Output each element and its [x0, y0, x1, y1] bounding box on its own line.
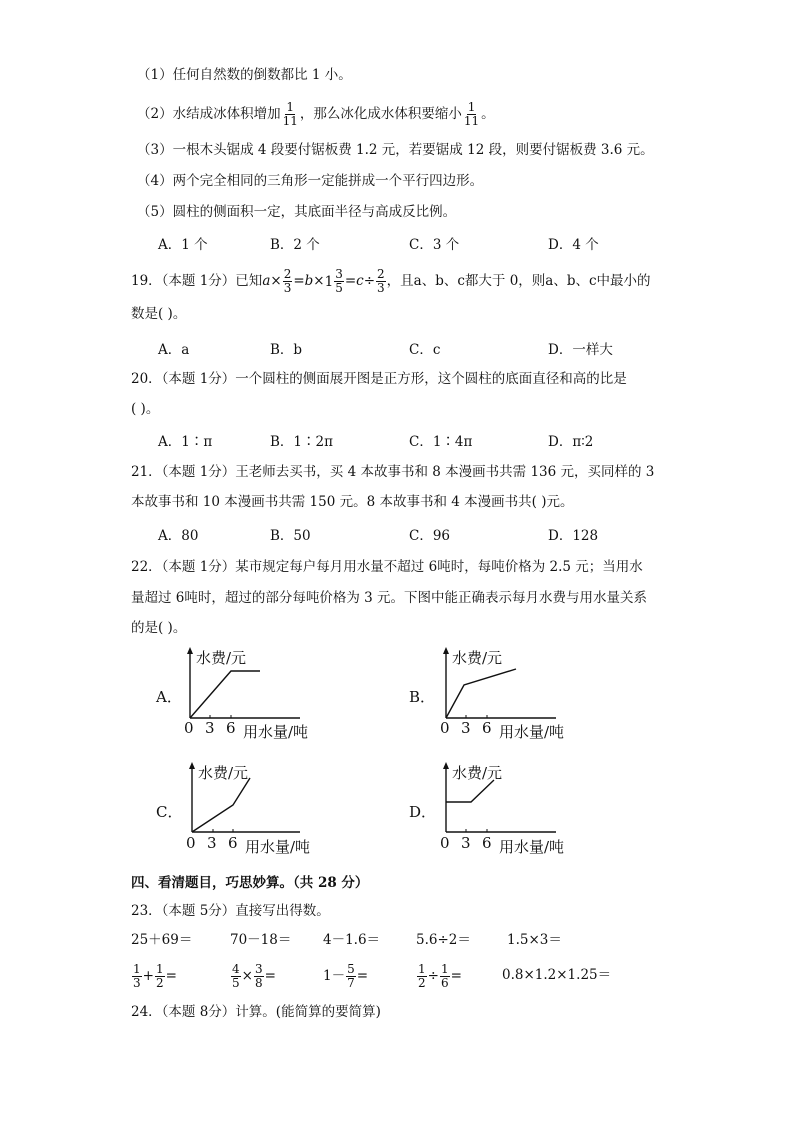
graph-a-ylabel: 水费/元 [196, 649, 247, 667]
y-arrow-icon [187, 647, 193, 654]
q23-expr-7 [230, 963, 276, 990]
statement-2 [137, 101, 495, 128]
graph-a [180, 645, 360, 755]
graph-b-letter[interactable]: B． [409, 688, 436, 706]
denominator: 11 [282, 114, 298, 128]
graph-b-xlabel: 用水量/吨 [499, 723, 565, 741]
op-times: × [270, 273, 282, 289]
q23-expr-5: 1.5×3＝ [507, 932, 562, 948]
numerator: 3 [335, 267, 343, 281]
denominator: 2 [418, 976, 426, 990]
graph-c-line [192, 778, 250, 832]
q19-line-1 [131, 268, 651, 295]
graph-c [180, 760, 360, 870]
tick-label-0: 0 [184, 719, 194, 737]
fraction-1-11 [463, 101, 480, 128]
q21-option-b[interactable]: B．50 [270, 528, 311, 544]
mixed-whole: 1 [324, 273, 334, 290]
statement-2-text-a: （2）水结成冰体积增加 [137, 106, 281, 122]
denominator: 6 [440, 976, 449, 990]
denominator: 3 [283, 281, 292, 295]
fraction-3-8 [254, 963, 264, 990]
q22-line-1: 22．（本题 1分）某市规定每户每月用水量不超过 6吨时，每吨价格为 2.5 元；当用水 [131, 559, 643, 575]
graph-c-letter[interactable]: C． [156, 803, 183, 821]
numerator: 1 [440, 962, 449, 976]
q21-line-2: 本故事书和 10 本漫画书共需 150 元。8 本故事书和 4 本漫画书共( )元。 [131, 494, 574, 510]
tick-label-6: 6 [228, 834, 238, 852]
numerator: 2 [283, 267, 292, 281]
tick-label-3: 3 [461, 834, 471, 852]
q23-expr-6 [131, 963, 177, 990]
q19-suffix: ，且a、b、c都大于 0，则a、b、c中最小的 [386, 273, 651, 289]
q24-title: 24．（本题 8分）计算。(能简算的要简算) [131, 1004, 381, 1020]
fraction-1-11 [282, 101, 299, 128]
var-c: c [356, 273, 364, 289]
q18-option-c[interactable]: C．3 个 [409, 237, 460, 253]
fraction-4-5 [231, 963, 241, 990]
op-equals: = [264, 968, 276, 984]
q21-option-a[interactable]: A．80 [158, 528, 199, 544]
tick-label-0: 0 [440, 719, 450, 737]
q20-option-a[interactable]: A．1∶π [158, 434, 213, 450]
q19-option-d[interactable]: D．一样大 [548, 342, 613, 358]
mixed-number [325, 268, 345, 295]
q19-option-b[interactable]: B．b [270, 342, 303, 358]
graph-b [436, 645, 616, 755]
q18-option-b[interactable]: B．2 个 [270, 237, 320, 253]
graph-a-line [190, 671, 260, 718]
graph-a-xlabel: 用水量/吨 [243, 723, 309, 741]
y-arrow-icon [443, 762, 449, 769]
graph-d-ylabel: 水费/元 [452, 764, 503, 782]
var-a: a [262, 273, 271, 289]
op-times: × [241, 968, 253, 984]
tick-label-6: 6 [482, 719, 492, 737]
denominator: 5 [232, 976, 240, 990]
q21-line-1: 21．（本题 1分）王老师去买书，买 4 本故事书和 8 本漫画书共需 136 元，买同样的 3 [131, 464, 655, 480]
graph-d-xlabel: 用水量/吨 [499, 838, 565, 856]
statement-4: （4）两个完全相同的三角形一定能拼成一个平行四边形。 [137, 173, 484, 189]
q22-line-3: 的是( )。 [131, 620, 187, 636]
graph-c-xlabel: 用水量/吨 [245, 838, 311, 856]
fraction-1-6 [440, 963, 450, 990]
q23-expr-10: 0.8×1.2×1.25＝ [502, 967, 612, 983]
numerator: 1 [467, 100, 476, 114]
op-equals: = [165, 968, 177, 984]
fraction-1-2 [155, 963, 165, 990]
numerator: 1 [418, 962, 426, 976]
q19-line-2: 数是( )。 [131, 306, 187, 322]
fraction-2-3 [376, 268, 386, 295]
q18-option-d[interactable]: D．4 个 [548, 237, 599, 253]
graph-d [436, 760, 616, 870]
graph-c-ylabel: 水费/元 [198, 764, 249, 782]
op-equals: = [450, 968, 462, 984]
q19-option-a[interactable]: A．a [158, 342, 190, 358]
op-divide: ÷ [363, 273, 376, 289]
numerator: 1 [286, 100, 295, 114]
numerator: 5 [347, 962, 355, 976]
op-equals: = [293, 273, 305, 289]
tick-label-0: 0 [440, 834, 450, 852]
graph-b-ylabel: 水费/元 [452, 649, 503, 667]
statement-5: （5）圆柱的侧面积一定，其底面半径与高成反比例。 [137, 204, 457, 220]
q23-expr-1: 25＋69＝ [131, 932, 193, 948]
statement-2-text-b: ，那么冰化成水体积要缩小 [299, 106, 462, 122]
tick-label-6: 6 [226, 719, 236, 737]
fraction-2-3 [283, 268, 293, 295]
tick-label-0: 0 [186, 834, 196, 852]
op-equals: = [356, 968, 369, 984]
q20-line-1: 20．（本题 1分）一个圆柱的侧面展开图是正方形，这个圆柱的底面直径和高的比是 [131, 371, 627, 387]
q21-option-c[interactable]: C．96 [409, 528, 451, 544]
graph-d-letter[interactable]: D． [409, 803, 437, 821]
graph-b-line [446, 669, 516, 718]
denominator: 2 [155, 976, 164, 990]
q19-option-c[interactable]: C．c [409, 342, 441, 358]
q18-option-a[interactable]: A．1 个 [158, 237, 208, 253]
numerator: 3 [254, 962, 263, 976]
q20-option-d[interactable]: D．π∶2 [548, 434, 594, 450]
op-times: × [313, 273, 325, 289]
denominator: 11 [463, 114, 480, 128]
denominator: 8 [254, 976, 263, 990]
q22-line-2: 量超过 6吨时，超过的部分每吨价格为 3 元。下图中能正确表示每月水费与用水量关系 [131, 590, 648, 606]
fraction-1-2 [417, 963, 427, 990]
y-arrow-icon [189, 762, 195, 769]
numerator: 4 [232, 962, 240, 976]
q23-expr-8 [323, 963, 368, 990]
q23-title: 23．（本题 5分）直接写出得数。 [131, 903, 330, 919]
tick-label-3: 3 [205, 719, 215, 737]
numerator: 2 [377, 267, 385, 281]
q20-line-2: ( )。 [131, 401, 160, 417]
op-plus: + [142, 968, 154, 984]
section-4-heading: 四、看清题目，巧思妙算。（共 28 分） [131, 875, 369, 891]
denominator: 3 [133, 976, 141, 990]
q19-prefix: 19．（本题 1分）已知 [131, 273, 263, 289]
y-arrow-icon [443, 647, 449, 654]
q23-expr-2: 70－18＝ [230, 932, 292, 948]
statement-2-text-c: 。 [481, 106, 495, 122]
numerator: 1 [133, 962, 141, 976]
op-divide: ÷ [427, 968, 439, 984]
q20-option-c[interactable]: C．1∶4π [409, 434, 473, 450]
q23-expr-9 [416, 963, 462, 990]
q21-option-d[interactable]: D．128 [548, 528, 599, 544]
denominator: 3 [377, 281, 385, 295]
denominator: 7 [347, 976, 355, 990]
q23-expr-4: 5.6÷2＝ [416, 932, 471, 948]
fraction-1-3 [132, 963, 142, 990]
graph-d-line [446, 780, 494, 802]
op-equals: = [344, 273, 357, 289]
tick-label-3: 3 [207, 834, 217, 852]
numerator: 1 [155, 962, 164, 976]
fraction-5-7 [346, 963, 356, 990]
graph-a-letter[interactable]: A． [156, 688, 182, 706]
expr-lead: 1－ [323, 968, 346, 984]
fraction-3-5 [334, 268, 344, 295]
q20-option-b[interactable]: B．1∶2π [270, 434, 333, 450]
tick-label-3: 3 [461, 719, 471, 737]
tick-label-6: 6 [482, 834, 492, 852]
statement-1: （1）任何自然数的倒数都比 1 小。 [137, 67, 352, 83]
denominator: 5 [335, 281, 343, 295]
q23-expr-3: 4－1.6＝ [323, 932, 381, 948]
statement-3: （3）一根木头锯成 4 段要付锯板费 1.2 元，若要锯成 12 段，则要付锯板费 3.6 元。 [137, 142, 654, 158]
var-b: b [304, 273, 314, 289]
